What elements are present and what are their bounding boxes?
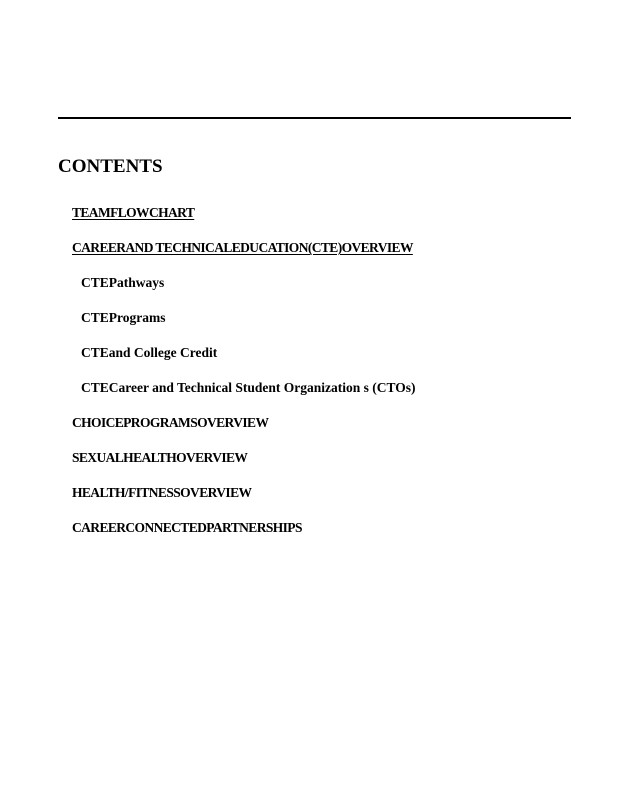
toc-item-label: CTEand College Credit — [81, 345, 218, 360]
toc-item-label: CTEPrograms — [81, 310, 166, 325]
toc-item-choice-programs[interactable] — [72, 415, 268, 431]
toc-item-cte-pathways[interactable] — [81, 275, 164, 291]
toc-item-label: CAREERCONNECTEDPARTNERSHIPS — [72, 520, 302, 535]
contents-heading: CONTENTS — [58, 156, 163, 177]
toc-item-cte-student-organizations[interactable] — [81, 380, 416, 396]
toc-item-cte-overview[interactable] — [72, 240, 413, 256]
toc-item-career-connected-partnerships[interactable] — [72, 520, 302, 536]
toc-item-label: CAREERAND TECHNICALEDUCATION(CTE)OVERVIEW — [72, 240, 413, 255]
toc-item-label: SEXUALHEALTHOVERVIEW — [72, 450, 248, 465]
toc-item-cte-college-credit[interactable] — [81, 345, 217, 361]
toc-item-sexual-health[interactable] — [72, 450, 247, 466]
toc-item-label: CHOICEPROGRAMSOVERVIEW — [72, 415, 269, 430]
toc-item-label: CTECareer and Technical Student Organization s (CTOs) — [81, 380, 416, 395]
toc-item-label: TEAMFLOWCHART — [72, 205, 195, 220]
toc-item-cte-programs[interactable] — [81, 310, 166, 326]
toc-item-health-fitness[interactable] — [72, 485, 251, 501]
toc-item-label: CTEPathways — [81, 275, 165, 290]
header-rule — [58, 117, 571, 119]
toc-item-team-flowchart[interactable] — [72, 205, 194, 221]
toc-item-label: HEALTH/FITNESSOVERVIEW — [72, 485, 252, 500]
